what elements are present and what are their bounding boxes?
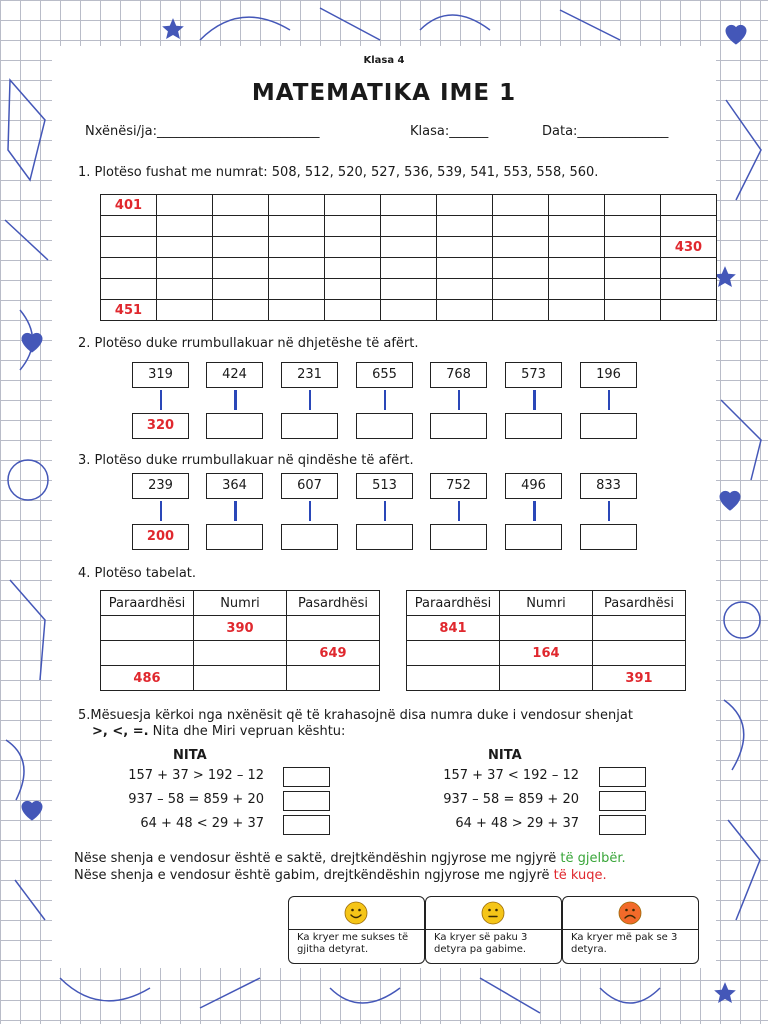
color-note-line2: Nëse shenja e vendosur është gabim, drejtkëndëshin ngjyrose me ngjyrë të kuqe. [74,868,607,883]
self-evaluation-box[interactable] [425,896,562,964]
connector-line [533,501,536,521]
table-cell[interactable] [287,616,380,641]
color-answer-box[interactable] [599,767,646,787]
doodle-sketch [716,60,768,960]
class-field[interactable]: Klasa:______ [410,124,489,139]
connector-line [309,390,311,410]
grid-cell[interactable] [605,279,661,300]
class-label: Klasa 4 [363,55,405,66]
answer-box[interactable]: 200 [132,524,189,550]
connector-line [458,390,460,410]
connector-line [309,501,311,521]
grid-cell[interactable] [101,216,157,237]
grid-cell[interactable] [493,237,549,258]
grid-cell[interactable] [605,216,661,237]
grid-cell[interactable] [213,195,269,216]
table-header: Pasardhësi [593,591,686,616]
doodle-sketch [0,60,52,960]
grid-cell[interactable] [325,258,381,279]
grid-row [101,300,717,321]
grid-cell[interactable] [549,216,605,237]
grid-cell[interactable] [269,216,325,237]
table-cell[interactable]: 164 [500,641,593,666]
comparison-expression: 937 – 58 = 859 + 20 [443,792,579,807]
evaluation-caption: Ka kryer më pak se 3 detyra. [571,932,678,955]
grid-row [101,216,717,237]
table-row [101,641,380,666]
grid-cell[interactable] [437,195,493,216]
answer-box[interactable] [281,524,338,550]
grid-cell[interactable] [605,237,661,258]
table-cell[interactable] [101,641,194,666]
grid-cell[interactable] [157,300,213,321]
grid-cell[interactable] [325,300,381,321]
answer-box[interactable] [505,413,562,439]
date-field[interactable]: Data:______________ [542,124,669,139]
connector-line [160,501,162,521]
grid-cell[interactable] [101,237,157,258]
task5-instruction-line2: >, <, =. Nita dhe Miri vepruan kështu: [92,724,346,739]
grid-cell[interactable] [269,195,325,216]
grid-cell[interactable] [437,258,493,279]
number-box: 496 [505,473,562,499]
connector-line [458,501,460,521]
grid-cell[interactable] [213,279,269,300]
grid-row [101,237,717,258]
number-box: 513 [356,473,413,499]
nita-label-left: NITA [173,748,207,763]
table-cell[interactable]: 649 [287,641,380,666]
table-header: Paraardhësi [101,591,194,616]
color-answer-box[interactable] [283,791,330,811]
number-box: 573 [505,362,562,388]
grid-cell[interactable] [269,300,325,321]
grid-cell[interactable] [157,216,213,237]
connector-line [160,390,162,410]
number-box: 319 [132,362,189,388]
sad-face-icon [618,901,642,925]
number-box: 196 [580,362,637,388]
number-box: 655 [356,362,413,388]
grid-cell[interactable] [661,279,717,300]
student-name-field[interactable]: Nxënësi/ja:_________________________ [85,124,320,139]
table-cell[interactable]: 486 [101,666,194,691]
grid-row [101,279,717,300]
table-row [407,641,686,666]
comparison-expression: 64 + 48 < 29 + 37 [140,816,264,831]
grid-cell[interactable] [661,216,717,237]
table-row [101,666,380,691]
task1-instruction: 1. Plotëso fushat me numrat: 508, 512, 520, 527, 536, 539, 541, 553, 558, 560. [78,165,599,180]
grid-cell[interactable] [605,300,661,321]
page-title: MATEMATIKA IME 1 [251,80,517,106]
grid-cell[interactable] [381,279,437,300]
answer-box[interactable] [206,413,263,439]
task3-instruction: 3. Plotëso duke rrumbullakuar në qindëshe të afërt. [78,453,414,468]
table-cell[interactable] [194,641,287,666]
grid-cell[interactable] [549,195,605,216]
number-grid [100,194,717,321]
grid-cell[interactable] [325,237,381,258]
task4-instruction: 4. Plotëso tabelat. [78,566,197,581]
neutral-face-icon [481,901,505,925]
connector-line [234,501,237,521]
green-word: të gjelbër. [560,851,626,866]
answer-box[interactable]: 320 [132,413,189,439]
grid-cell[interactable] [661,195,717,216]
table-cell[interactable]: 841 [407,616,500,641]
connector-line [533,390,536,410]
grid-cell[interactable] [381,237,437,258]
connector-line [384,390,386,410]
answer-box[interactable] [356,524,413,550]
connector-line [608,390,610,410]
grid-cell[interactable] [493,216,549,237]
grid-cell[interactable] [101,279,157,300]
doodle-sketch [0,968,768,1024]
table-cell[interactable] [593,641,686,666]
grid-cell[interactable] [269,237,325,258]
table-row [101,616,380,641]
grid-cell[interactable] [213,216,269,237]
table-cell[interactable]: 391 [593,666,686,691]
evaluation-caption: Ka kryer së paku 3 detyra pa gabime. [434,932,528,955]
grid-cell[interactable] [325,216,381,237]
table-header: Pasardhësi [287,591,380,616]
answer-box[interactable] [580,413,637,439]
grid-cell[interactable] [493,195,549,216]
grid-cell[interactable] [605,195,661,216]
grid-cell[interactable] [157,258,213,279]
grid-cell[interactable] [549,258,605,279]
grid-cell[interactable]: 401 [101,195,157,216]
number-box: 607 [281,473,338,499]
grid-cell[interactable] [269,279,325,300]
grid-cell[interactable] [549,300,605,321]
self-evaluation-box[interactable] [562,896,699,964]
grid-cell[interactable] [325,195,381,216]
answer-box[interactable] [430,413,487,439]
number-box: 833 [580,473,637,499]
table-cell[interactable] [500,666,593,691]
answer-box[interactable] [206,524,263,550]
grid-cell[interactable] [157,195,213,216]
happy-face-icon [344,901,368,925]
comparison-signs: >, <, =. [92,724,149,739]
connector-line [384,501,386,521]
divider [289,929,424,930]
connector-line [234,390,237,410]
table-header: Numri [194,591,287,616]
table-cell[interactable] [407,641,500,666]
comparison-expression: 157 + 37 > 192 – 12 [128,768,264,783]
doodle-sketch [0,0,768,46]
table-cell[interactable] [101,616,194,641]
grid-cell[interactable] [269,258,325,279]
grid-cell[interactable] [661,258,717,279]
grid-cell[interactable] [493,279,549,300]
number-box: 364 [206,473,263,499]
answer-box[interactable] [356,413,413,439]
grid-cell[interactable] [213,258,269,279]
grid-row [101,195,717,216]
grid-cell[interactable] [381,216,437,237]
grid-cell[interactable] [157,237,213,258]
predecessor-successor-table-right [406,590,686,691]
grid-cell[interactable] [381,258,437,279]
grid-cell[interactable] [549,279,605,300]
color-answer-box[interactable] [283,767,330,787]
comparison-expression: 937 – 58 = 859 + 20 [128,792,264,807]
color-answer-box[interactable] [599,815,646,835]
grid-cell[interactable] [661,300,717,321]
grid-cell[interactable] [437,237,493,258]
grid-cell[interactable] [437,216,493,237]
table-header: Paraardhësi [407,591,500,616]
grid-cell[interactable] [381,300,437,321]
table-cell[interactable] [593,616,686,641]
grid-cell[interactable] [605,258,661,279]
grid-cell[interactable]: 430 [661,237,717,258]
grid-cell[interactable] [549,237,605,258]
connector-line [608,501,610,521]
table-header: Numri [500,591,593,616]
answer-box[interactable] [580,524,637,550]
number-box: 231 [281,362,338,388]
grid-cell[interactable] [157,279,213,300]
grid-cell[interactable] [101,258,157,279]
task2-instruction: 2. Plotëso duke rrumbullakuar në dhjetëshe të afërt. [78,336,419,351]
grid-cell[interactable] [325,279,381,300]
task5-instruction: 5.Mësuesja kërkoi nga nxënësit që të krahasojnë disa numra duke i vendosur shenjat [78,708,633,723]
number-box: 768 [430,362,487,388]
comparison-expression: 157 + 37 < 192 – 12 [443,768,579,783]
grid-cell[interactable] [437,279,493,300]
color-answer-box[interactable] [599,791,646,811]
self-evaluation-box[interactable] [288,896,425,964]
divider [563,929,698,930]
table-cell[interactable] [500,616,593,641]
table-cell[interactable] [407,666,500,691]
color-note-line1: Nëse shenja e vendosur është e saktë, drejtkëndëshin ngjyrose me ngjyrë të gjelbër. [74,851,626,866]
nita-label-right: NITA [488,748,522,763]
grid-cell[interactable] [437,300,493,321]
table-cell[interactable] [287,666,380,691]
number-box: 752 [430,473,487,499]
grid-cell[interactable] [381,195,437,216]
table-cell[interactable] [194,666,287,691]
red-word: të kuqe. [553,868,607,883]
table-cell[interactable]: 390 [194,616,287,641]
table-row [407,666,686,691]
grid-cell[interactable] [493,300,549,321]
table-row [407,616,686,641]
grid-cell[interactable]: 451 [101,300,157,321]
answer-box[interactable] [505,524,562,550]
evaluation-caption: Ka kryer me sukses të gjitha detyrat. [297,932,409,955]
color-answer-box[interactable] [283,815,330,835]
comparison-expression: 64 + 48 > 29 + 37 [455,816,579,831]
answer-box[interactable] [430,524,487,550]
answer-box[interactable] [281,413,338,439]
grid-cell[interactable] [213,237,269,258]
grid-row [101,258,717,279]
predecessor-successor-table-left [100,590,380,691]
grid-cell[interactable] [213,300,269,321]
divider [426,929,561,930]
grid-cell[interactable] [493,258,549,279]
number-box: 424 [206,362,263,388]
number-box: 239 [132,473,189,499]
